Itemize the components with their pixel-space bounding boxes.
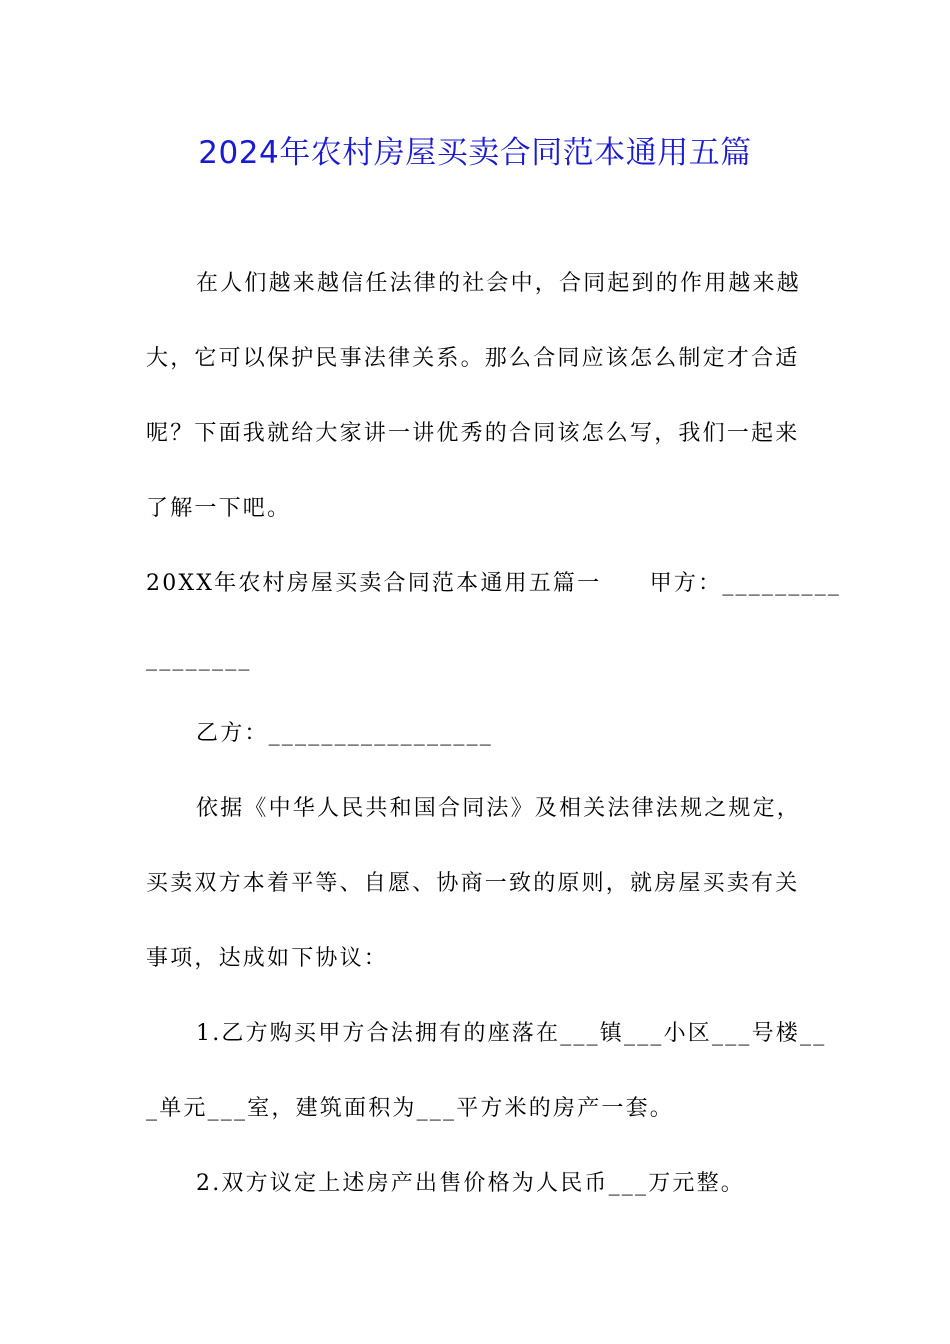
party-b-line: 乙方：_________________ <box>196 721 494 746</box>
paragraph-line: 事项，达成如下协议： <box>146 946 389 971</box>
paragraph-line: ________ <box>146 646 252 671</box>
document-title: 2024年农村房屋买卖合同范本通用五篇 <box>198 135 752 171</box>
paragraph-line: 依据《中华人民共和国合同法》及相关法律法规之规定， <box>196 796 802 821</box>
clause-line: 2.双方议定上述房产出售价格为人民币___万元整。 <box>196 1171 745 1196</box>
paragraph-line: 大，它可以保护民事法律关系。那么合同应该怎么制定才合适 <box>146 346 800 371</box>
paragraph-line: 买卖双方本着平等、自愿、协商一致的原则，就房屋买卖有关 <box>146 871 800 896</box>
paragraph-line: 在人们越来越信任法律的社会中，合同起到的作用越来越 <box>196 271 802 296</box>
paragraph-line: 了解一下吧。 <box>146 496 292 521</box>
section-heading-line: 20XX年农村房屋买卖合同范本通用五篇一 甲方：_________ <box>146 571 842 596</box>
paragraph-line: 呢？下面我就给大家讲一讲优秀的合同该怎么写，我们一起来 <box>146 421 800 446</box>
clause-line: 1.乙方购买甲方合法拥有的座落在___镇___小区___号楼__ <box>196 1021 827 1046</box>
clause-line: _单元___室，建筑面积为___平方米的房产一套。 <box>146 1096 675 1121</box>
